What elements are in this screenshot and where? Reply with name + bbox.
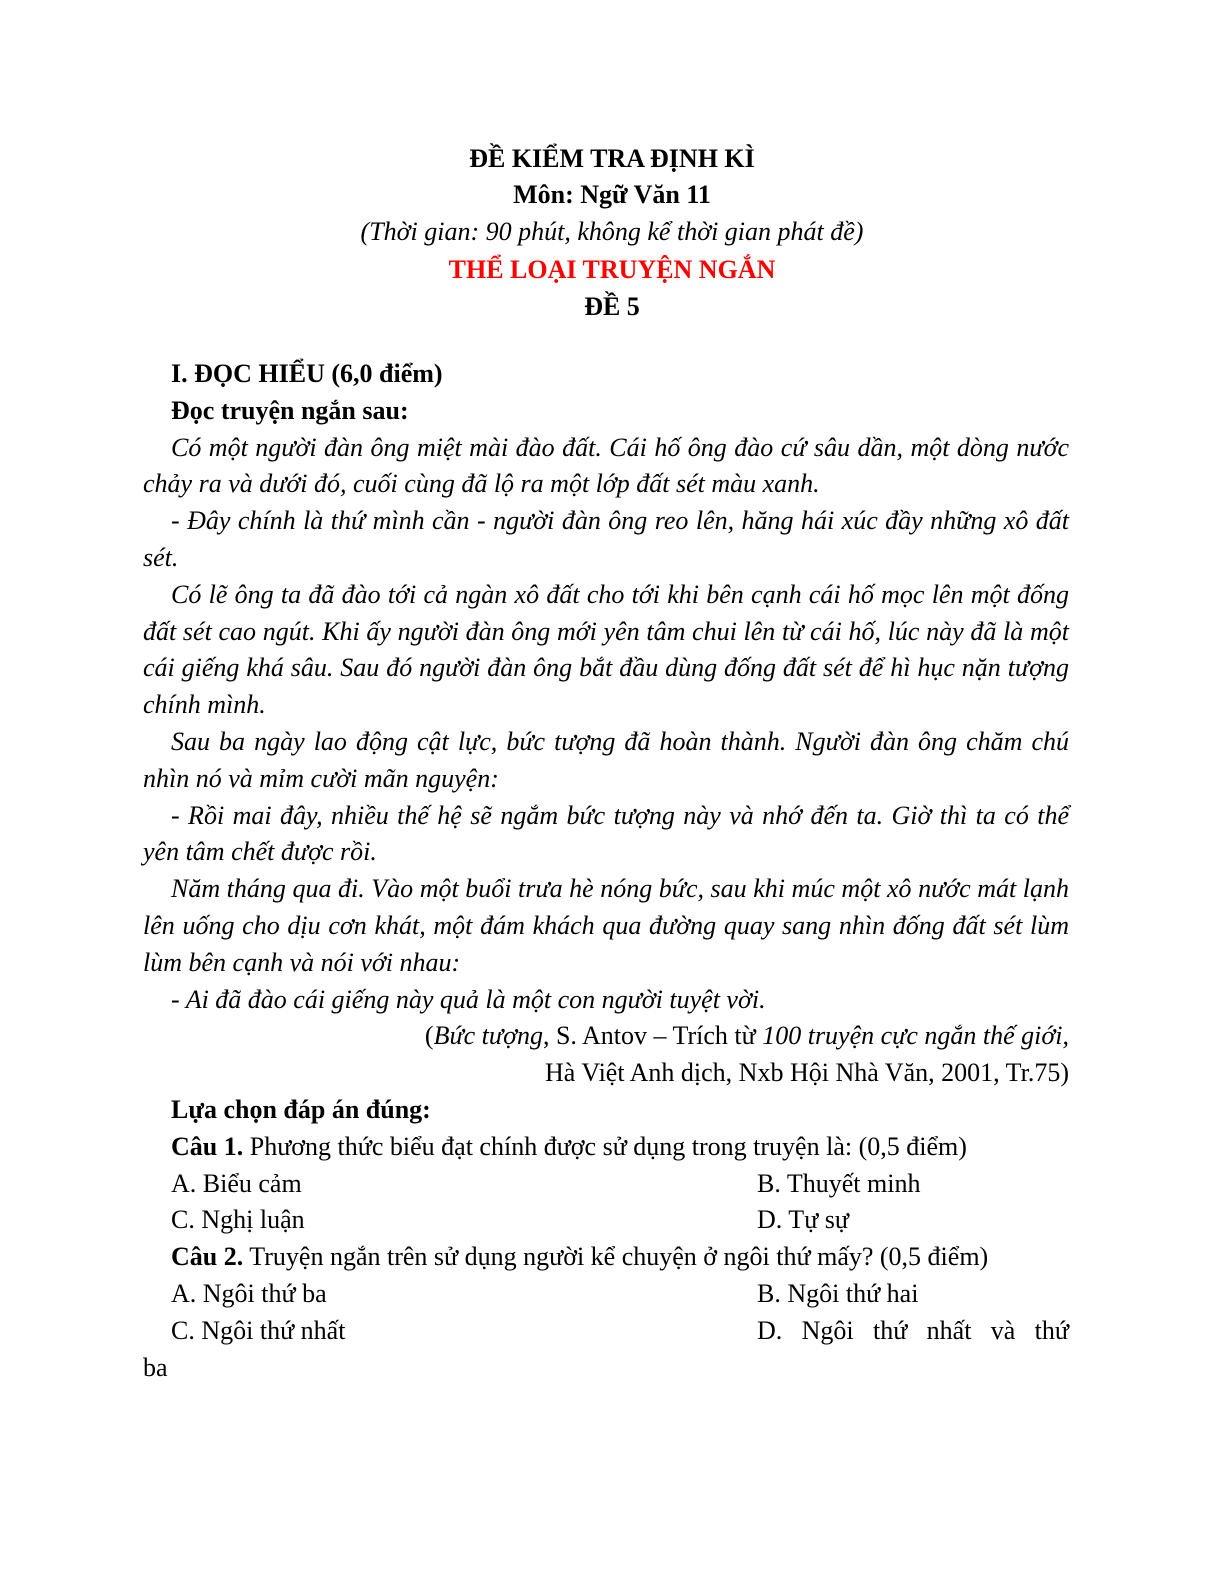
question-2-options <box>143 1276 1069 1350</box>
option-a: A. Biểu cảm <box>171 1168 302 1198</box>
section-heading: I. ĐỌC HIỂU (6,0 điểm) <box>171 359 443 388</box>
question-2 <box>143 1239 1069 1276</box>
source-open: ( <box>424 1021 434 1051</box>
story-paragraph: Có một người đàn ông miệt mài đào đất. Cái hố ông đào cứ sâu dần, một dòng nước chảy ra và dưới đó, cuối cùng đã lộ ra một lớp đất sét màu xanh. <box>143 432 1069 499</box>
option-a: A. Ngôi thứ ba <box>171 1278 327 1308</box>
exam-header <box>0 141 1224 325</box>
source-book: 100 truyện cực ngắn thế giới, <box>762 1021 1069 1051</box>
option-c: C. Ngôi thứ nhất <box>171 1315 346 1345</box>
source-title: Bức tượng <box>433 1021 543 1051</box>
mcq-heading: Lựa chọn đáp án đúng: <box>171 1094 431 1124</box>
story-paragraph: - Ai đã đào cái giếng này quả là một con người tuyệt vời. <box>171 984 766 1014</box>
reading-instruction: Đọc truyện ngắn sau: <box>171 395 409 425</box>
exam-title: ĐỀ KIỂM TRA ĐỊNH KÌ <box>469 144 755 173</box>
question-1 <box>143 1129 1069 1166</box>
exam-body <box>143 356 1069 1386</box>
story-paragraph: - Rồi mai đây, nhiều thế hệ sẽ ngắm bức tượng này và nhớ đến ta. Giờ thì ta có thể yên tâm chết được rồi. <box>143 800 1069 867</box>
option-d: D. Ngôi thứ nhất và thứ <box>757 1315 1069 1345</box>
question-text: Truyện ngắn trên sử dụng người kể chuyện ở ngôi thứ mấy? (0,5 điểm) <box>243 1242 989 1272</box>
option-b: B. Thuyết minh <box>757 1168 921 1198</box>
option-d: D. Tự sự <box>757 1205 849 1235</box>
exam-subject: Môn: Ngữ Văn 11 <box>513 180 711 209</box>
exam-genre: THỂ LOẠI TRUYỆN NGẮN <box>448 255 776 284</box>
exam-number: ĐỀ 5 <box>584 292 640 321</box>
story-paragraph: Năm tháng qua đi. Vào một buổi trưa hè nóng bức, sau khi múc một xô nước mát lạnh lên uống cho dịu cơn khát, một đám khách qua đường quay sang nhìn đống đất sét lùm lùm bên cạnh và nói với nhau: <box>143 874 1069 977</box>
story-paragraph: Có lẽ ông ta đã đào tới cả ngàn xô đất cho tới khi bên cạnh cái hố mọc lên một đống đất sét cao ngút. Khi ấy người đàn ông mới yên tâm chui lên từ cái hố, lúc này đã là một cái giếng khá sâu. Sau đó người đàn ông bắt đầu dùng đống đất sét để hì hục nặn tượng chính mình. <box>143 579 1069 720</box>
story-source <box>143 1018 1069 1092</box>
story-paragraph: - Đây chính là thứ mình cần - người đàn ông reo lên, hăng hái xúc đầy những xô đất sét. <box>143 506 1069 572</box>
option-c: C. Nghị luận <box>171 1205 305 1235</box>
question-text: Phương thức biểu đạt chính được sử dụng trong truyện là: (0,5 điểm) <box>243 1131 967 1161</box>
story-text <box>143 430 1069 1019</box>
source-line-1 <box>143 1018 1069 1055</box>
option-b: B. Ngôi thứ hai <box>757 1278 919 1308</box>
option-d-continuation: ba <box>143 1352 168 1382</box>
source-author: , S. Antov – Trích từ <box>542 1021 763 1051</box>
source-line-2: Hà Việt Anh dịch, Nxb Hội Nhà Văn, 2001, Tr.75) <box>545 1058 1069 1088</box>
question-label: Câu 1. <box>171 1131 244 1161</box>
question-1-options <box>143 1166 1069 1240</box>
exam-time: (Thời gian: 90 phút, không kể thời gian phát đề) <box>360 217 864 246</box>
question-label: Câu 2. <box>171 1242 244 1272</box>
story-paragraph: Sau ba ngày lao động cật lực, bức tượng đã hoàn thành. Người đàn ông chăm chú nhìn nó và mỉm cười mãn nguyện: <box>143 726 1069 793</box>
